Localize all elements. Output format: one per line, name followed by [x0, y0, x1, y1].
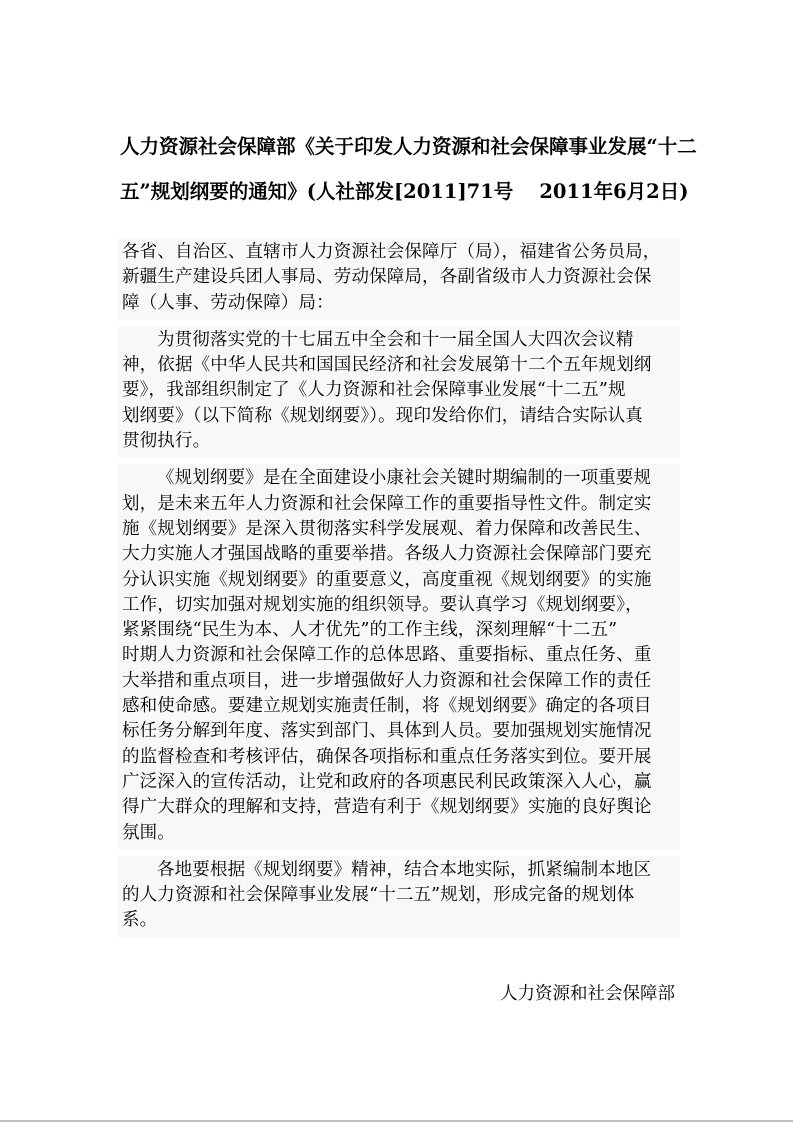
paragraph-line: 大力实施人才强国战略的重要举措。各级人力资源社会保障部门要充 [122, 544, 652, 565]
paragraph-line: 的监督检查和考核评估，确保各项指标和重点任务落实到位。要开展 [122, 746, 652, 767]
paragraph-line: 系。 [122, 910, 158, 931]
paragraph-line: 紧紧围绕“民生为本、人才优先”的工作主线，深刻理解“十二五” [122, 620, 618, 641]
title-date: 2011年6月2日) [539, 180, 689, 203]
paragraph-line: 神，依据《中华人民共和国国民经济和社会发展第十二个五年规划纲 [122, 355, 652, 376]
document-title [120, 124, 697, 214]
paragraph-line: 要》，我部组织制定了《人力资源和社会保障事业发展“十二五”规 [122, 380, 626, 401]
paragraph-line: 分认识实施《规划纲要》的重要意义，高度重视《规划纲要》的实施 [122, 569, 652, 590]
paragraph-line: 标任务分解到年度、落实到部门、具体到人员。要加强规划实施情况 [122, 721, 652, 742]
paragraph-line: 广泛深入的宣传活动，让党和政府的各项惠民利民政策深入人心，赢 [122, 771, 652, 792]
paragraph-line: 氛围。 [122, 822, 175, 843]
title-line-1: 人力资源社会保障部《关于印发人力资源和社会保障事业发展“十二 [120, 135, 697, 158]
title-document-number: 五”规划纲要的通知》(人社部发[2011]71号 [120, 180, 514, 203]
paragraph-line: 大举措和重点项目，进一步增强做好人力资源和社会保障工作的责任 [122, 670, 652, 691]
addressee-line: 各省、自治区、直辖市人力资源社会保障厅（局），福建省公务员局， [122, 242, 661, 262]
paragraph-line: 时期人力资源和社会保障工作的总体思路、重要指标、重点任务、重 [122, 645, 652, 666]
paragraph-1 [118, 326, 680, 458]
paragraph-2 [118, 464, 680, 849]
paragraph-line: 各地要根据《规划纲要》精神，结合本地实际，抓紧编制本地区 [157, 859, 652, 880]
paragraph-line: 得广大群众的理解和支持，营造有利于《规划纲要》实施的良好舆论 [122, 797, 652, 818]
issuer-signature: 人力资源和社会保障部 [500, 984, 675, 1004]
paragraph-line: 划，是未来五年人力资源和社会保障工作的重要指导性文件。制定实 [122, 493, 652, 514]
addressee-line: 新疆生产建设兵团人事局、劳动保障局，各副省级市人力资源社会保 [122, 267, 652, 288]
paragraph-line: 划纲要》（以下简称《规划纲要》）。现印发给你们，请结合实际认真 [122, 405, 643, 426]
addressee-paragraph [118, 238, 680, 320]
paragraph-line: 为贯彻落实党的十七届五中全会和十一届全国人大四次会议精 [157, 329, 634, 350]
paragraph-line: 工作，切实加强对规划实施的组织领导。要认真学习《规划纲要》， [122, 594, 643, 615]
title-line-2 [120, 169, 689, 214]
paragraph-line: 施《规划纲要》是深入贯彻落实科学发展观、着力保障和改善民生、 [122, 518, 652, 539]
paragraph-line: 感和使命感。要建立规划实施责任制，将《规划纲要》确定的各项目 [122, 696, 652, 717]
addressee-line: 障（人事、劳动保障）局： [122, 292, 334, 313]
paragraph-line: 贯彻执行。 [122, 431, 211, 452]
paragraph-line: 的人力资源和社会保障事业发展“十二五”规划，形成完备的规划体 [122, 885, 635, 906]
document-body [118, 238, 680, 944]
paragraph-line: 《规划纲要》是在全面建设小康社会关键时期编制的一项重要规 [157, 468, 652, 489]
paragraph-3 [118, 856, 680, 938]
